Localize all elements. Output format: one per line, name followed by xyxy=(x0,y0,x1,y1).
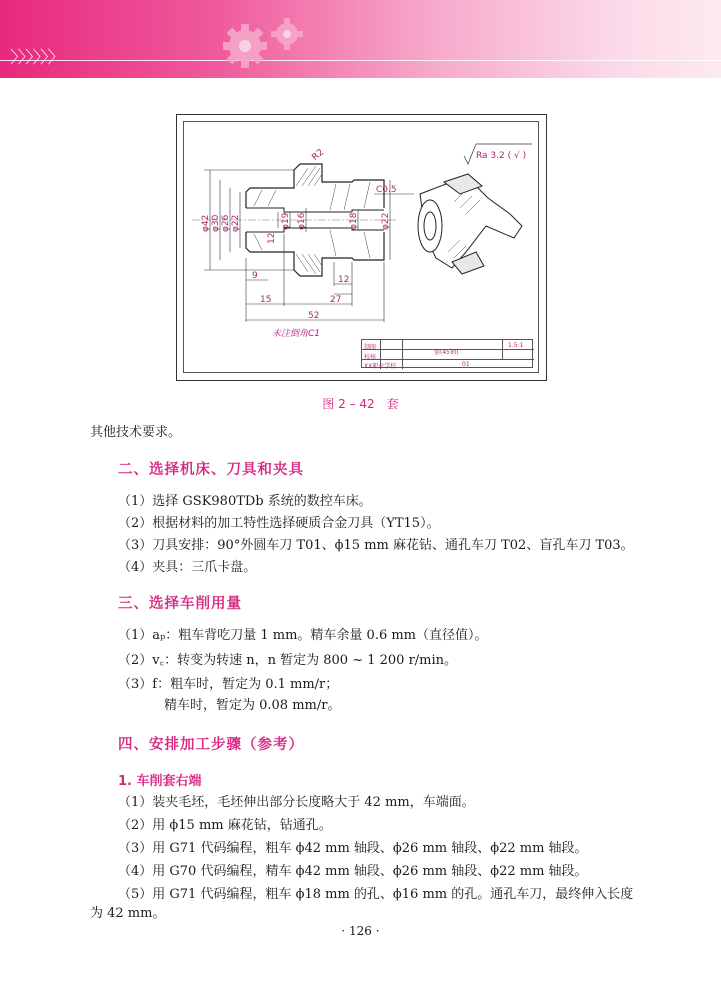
header-chevrons: 〉〉〉〉〉〉 xyxy=(10,48,64,68)
chamfer-top: C0.5 xyxy=(376,185,397,195)
r-note: R2 xyxy=(310,147,327,163)
dim-len27: 27 xyxy=(330,295,342,305)
tb-drawn: 制图 xyxy=(364,344,377,351)
tb-material: 套(45钢) xyxy=(434,349,459,356)
dim-d18: φ18 xyxy=(349,212,359,230)
tb-scale: 1.5:1 xyxy=(508,342,524,349)
tb-checked: 校核 xyxy=(364,354,377,361)
sec3-item-3: （3）f：粗车时，暂定为 0.1 mm/r； xyxy=(118,677,339,692)
gear-icon xyxy=(205,8,335,72)
sub1-item-2: （2）用 ϕ15 mm 麻花钻，钻通孔。 xyxy=(118,818,332,833)
sub1-item-5: （5）用 G71 代码编程，粗车 ϕ18 mm 的孔、ϕ16 mm 的孔。通孔车刀，最终伸入长度 xyxy=(118,887,634,902)
subsection-1-title: 1. 车削套右端 xyxy=(118,774,202,789)
sec3-item-2: （2）v꜀：转变为转速 n，n 暂定为 800 ~ 1 200 r/min。 xyxy=(118,653,458,668)
roughness-mark: Ra 3.2 ( √ ) xyxy=(476,151,527,161)
sec2-item-1: （1）选择 GSK980TDb 系统的数控车床。 xyxy=(118,494,372,509)
sec2-item-4: （4）夹具：三爪卡盘。 xyxy=(118,560,257,575)
figure-caption: 图 2 – 42 套 xyxy=(322,397,399,411)
tb-school: XX职业学校 xyxy=(364,363,397,370)
title-block xyxy=(361,339,533,368)
page-number: · 126 · xyxy=(341,924,380,938)
sec3-item-4: 精车时，暂定为 0.08 mm/r。 xyxy=(164,698,341,713)
dim-len9: 9 xyxy=(252,271,258,281)
dim-len15: 15 xyxy=(260,295,272,305)
header-rule xyxy=(0,60,721,61)
sec2-item-3: （3）刀具安排：90°外圆车刀 T01、ϕ15 mm 麻花钻、通孔车刀 T02、盲孔车刀 T03。 xyxy=(118,538,634,553)
dim-len12a: 12 xyxy=(267,232,277,244)
page-header-band xyxy=(0,0,721,78)
sub1-item-1: （1）装夹毛坯，毛坯伸出部分长度略大于 42 mm，车端面。 xyxy=(118,795,475,810)
chamfer-note: 未注倒角C1 xyxy=(272,329,321,339)
sec3-item-1: （1）aₚ：粗车背吃刀量 1 mm。精车余量 0.6 mm（直径值）。 xyxy=(118,628,488,643)
dim-len12b: 12 xyxy=(338,275,350,285)
figure-frame xyxy=(176,114,547,381)
section-4-title: 四、安排加工步骤（参考） xyxy=(118,737,304,753)
section-2-title: 二、选择机床、刀具和夹具 xyxy=(118,462,304,478)
dim-d30: φ30 xyxy=(211,214,221,232)
dim-len52: 52 xyxy=(308,311,320,321)
dim-d22a: φ22 xyxy=(231,214,241,232)
paragraph-other: 其他技术要求。 xyxy=(90,425,182,440)
sec2-item-2: （2）根据材料的加工特性选择硬质合金刀具（YT15）。 xyxy=(118,516,440,531)
dim-d26: φ26 xyxy=(221,214,231,232)
sub1-item-3: （3）用 G71 代码编程，粗车 ϕ42 mm 轴段、ϕ26 mm 轴段、ϕ22 mm 轴段。 xyxy=(118,841,588,856)
tb-number: 01 xyxy=(462,361,470,368)
sub1-item-4: （4）用 G70 代码编程，精车 ϕ42 mm 轴段、ϕ26 mm 轴段、ϕ22 mm 轴段。 xyxy=(118,864,588,879)
part-drawing xyxy=(184,122,540,374)
dim-d19: φ19 xyxy=(281,212,291,230)
dim-d16: φ16 xyxy=(297,212,307,230)
dim-d22b: φ22 xyxy=(381,212,391,230)
sub1-item-5-cont: 为 42 mm。 xyxy=(90,906,166,921)
section-3-title: 三、选择车削用量 xyxy=(118,596,242,612)
dim-d42: φ42 xyxy=(201,214,211,232)
drawing-border xyxy=(183,121,539,373)
